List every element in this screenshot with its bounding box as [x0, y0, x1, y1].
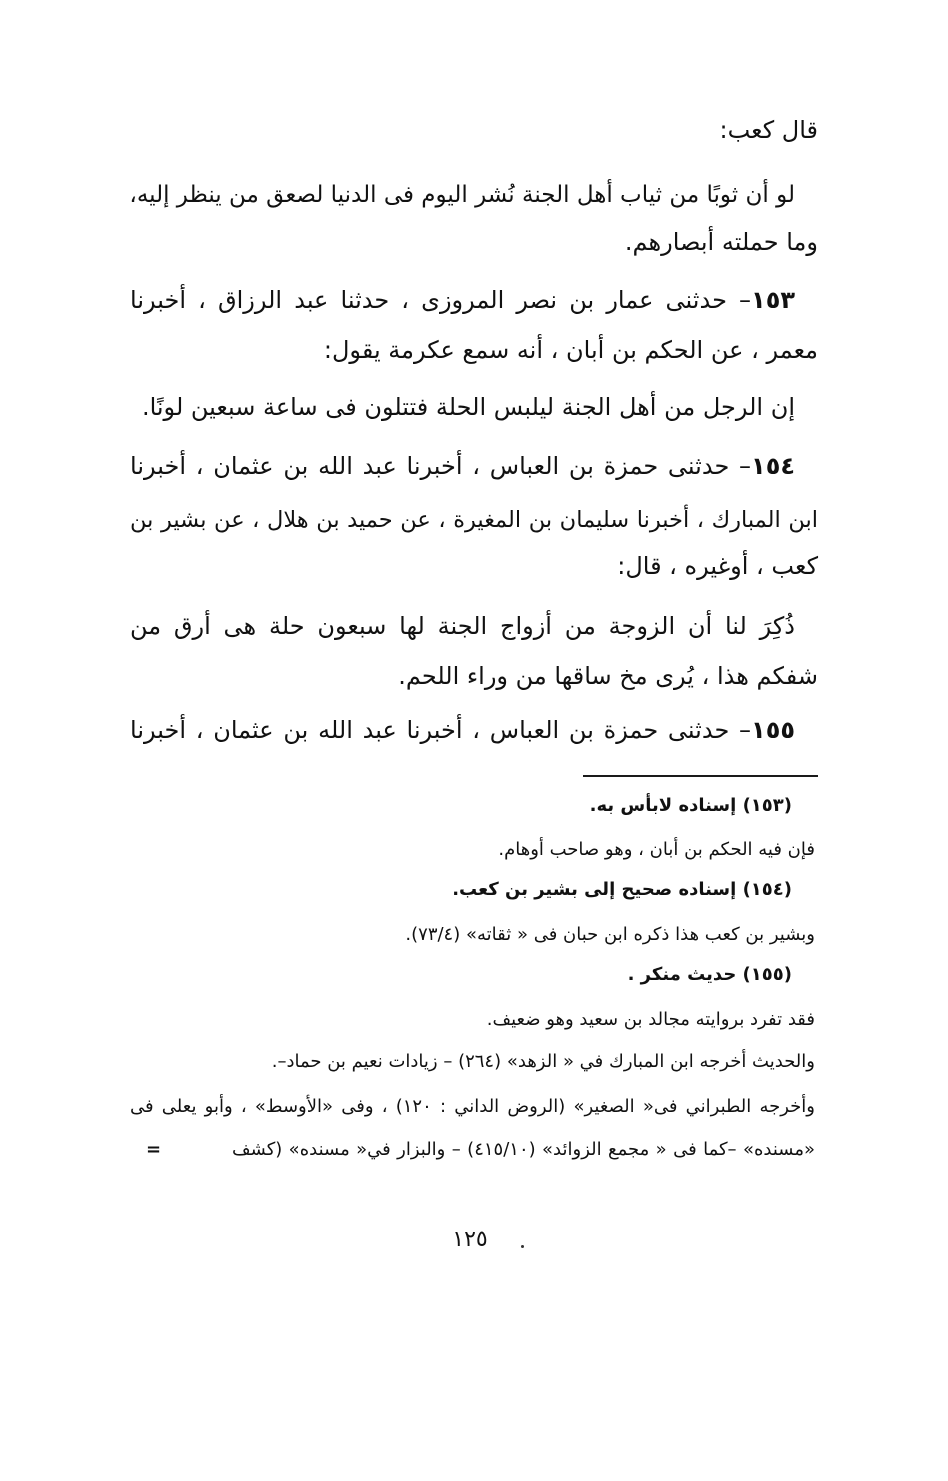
hadith-154-line-1-text: – حدثنى حمزة بن العباس ، أخبرنا عبد الله بن عثمان ، أخبرنا: [130, 452, 752, 480]
footnote-155-note-1: فقد تفرد بروايته مجالد بن سعيد وهو ضعيف.: [486, 1009, 815, 1030]
hadith-155-number: ١٥٥: [751, 716, 795, 744]
hadith-154-text-line-1: ذُكِرَ لنا أن الزوجة من أزواج الجنة لها سبعون حلة هى أرق من: [130, 612, 795, 640]
page-number: ١٢٥: [452, 1227, 488, 1252]
footnote-divider: [583, 775, 818, 777]
hadith-153-line-1: [130, 280, 795, 320]
hadith-153-text: إن الرجل من أهل الجنة ليلبس الحلة فتتلون فى ساعة سبعين لونًا.: [141, 393, 795, 421]
hadith-154-text-line-2: شفكم هذا ، يُرى مخ ساقها من وراء اللحم.: [398, 662, 818, 690]
kaab-saying-line-2: وما حملته أبصارهم.: [624, 228, 818, 256]
footnote-155-note-2: والحديث أخرجه ابن المبارك في « الزهد» (٢٦٤) – زيادات نعيم بن حماد–.: [271, 1051, 815, 1072]
hadith-154-line-1: [130, 446, 795, 486]
kaab-heading: قال كعب:: [719, 116, 818, 144]
hadith-153-line-2: معمر ، عن الحكم بن أبان ، أنه سمع عكرمة يقول:: [323, 336, 818, 364]
footnote-153-heading: (١٥٣) إسناده لابأس به.: [589, 795, 792, 816]
hadith-153-line-1-text: – حدثنى عمار بن نصر المروزى ، حدثنا عبد الرزاق ، أخبرنا: [130, 286, 752, 314]
footnote-155-heading: (١٥٥) حديث منكر .: [627, 964, 792, 985]
footnote-154-note: وبشير بن كعب هذا ذكره ابن حبان فى « ثقاته» (٧٣/٤).: [405, 924, 815, 945]
kaab-saying-line-1: لو أن ثوبًا من ثياب أهل الجنة نُشر اليوم فى الدنيا لصعق من ينظر إليه،: [129, 182, 795, 208]
footnote-155-note-3: وأخرجه الطبراني فى« الصغير» (الروض الداني : ١٢٠) ، وفى «الأوسط» ، وأبو يعلى فى: [130, 1096, 815, 1117]
hadith-154-number: ١٥٤: [751, 452, 795, 480]
hadith-154-line-3: كعب ، أوغيره ، قال:: [617, 552, 818, 580]
hadith-155-line-1-text: – حدثنى حمزة بن العباس ، أخبرنا عبد الله بن عثمان ، أخبرنا: [130, 716, 752, 744]
continuation-mark: =: [146, 1139, 162, 1160]
footnote-155-note-4: «مسنده» –كما فى « مجمع الزوائد» (٤١٥/١٠) – والبزار في« مسنده» (كشف: [232, 1139, 815, 1160]
hadith-155-line-1: [130, 710, 795, 750]
page-mark-dot: [521, 1245, 524, 1248]
hadith-153-number: ١٥٣: [751, 286, 795, 314]
footnote-154-heading: (١٥٤) إسناده صحيح إلى بشير بن كعب.: [452, 879, 792, 900]
footnote-153-note: فإن فيه الحكم بن أبان ، وهو صاحب أوهام.: [498, 839, 815, 860]
hadith-154-line-2: ابن المبارك ، أخبرنا سليمان بن المغيرة ، عن حميد بن هلال ، عن بشير بن: [130, 507, 818, 533]
